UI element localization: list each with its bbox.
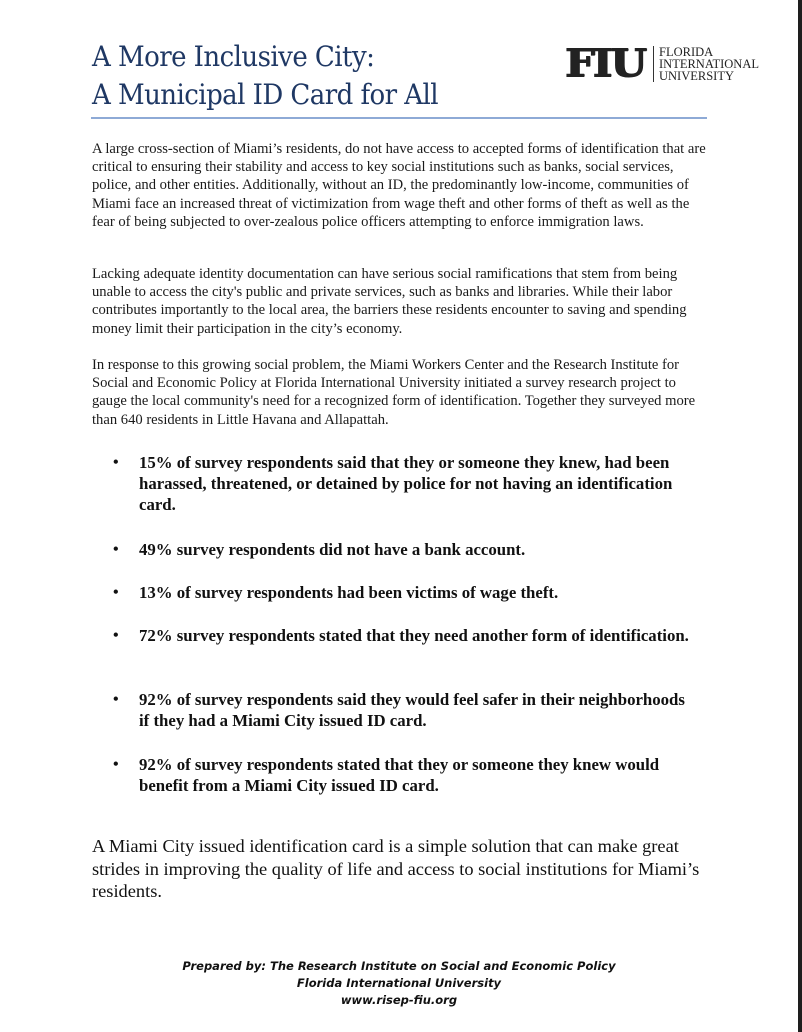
footer-website-link[interactable]: www.risep-fiu.org	[340, 993, 458, 1007]
title-divider	[91, 117, 707, 119]
logo-line-3: UNIVERSITY	[659, 69, 734, 83]
logo-line-1: FLORIDA	[659, 45, 714, 59]
finding-item	[113, 689, 693, 731]
finding-item	[113, 539, 525, 560]
window-edge	[798, 0, 802, 1032]
logo-wordmark	[659, 46, 759, 82]
bullet-icon: •	[113, 541, 119, 558]
title-line-2: A Municipal ID Card for All	[92, 78, 439, 111]
fiu-logo	[565, 41, 759, 86]
finding-text: 92% of survey respondents stated that they or someone they knew would benefit from a Miami City issued ID card.	[139, 755, 660, 795]
fiu-logo-mark: FIU	[565, 41, 645, 86]
footer	[0, 958, 798, 1009]
intro-paragraph: A large cross-section of Miami’s residents, do not have access to accepted forms of identification that are critical to ensuring their stability and access to key social institutions such as banks, social services, police, and other entities. Additionally, without an ID, the predominantly low-income, communities of Miami face an increased threat of victimization from wage theft and other forms of theft as well as the fear of being subjected to over-zealous police officers attempting to enforce immigration laws.	[92, 141, 706, 230]
finding-item	[113, 452, 693, 515]
survey-paragraph: In response to this growing social problem, the Miami Workers Center and the Research Institute for Social and Economic Policy at Florida International University initiated a survey research project to gauge the local community's need for a recognized form of identification. Together they surveyed more than 640 residents in Little Havana and Allapattah.	[92, 357, 696, 428]
bullet-icon: •	[113, 454, 119, 471]
finding-item	[113, 625, 689, 646]
finding-text: 13% of survey respondents had been victims of wage theft.	[139, 583, 559, 602]
footer-university: Florida International University	[296, 976, 502, 990]
logo-line-2: INTERNATIONAL	[659, 57, 759, 71]
page-title	[92, 38, 438, 114]
finding-item	[113, 754, 693, 796]
finding-item	[113, 582, 558, 603]
finding-text: 15% of survey respondents said that they or someone they knew, had been harassed, threatened, or detained by police for not having an identification card.	[139, 453, 673, 514]
finding-text: 72% survey respondents stated that they need another form of identification.	[139, 626, 689, 645]
title-line-1: A More Inclusive City:	[92, 40, 375, 73]
ramifications-paragraph: Lacking adequate identity documentation can have serious social ramifications that stem from being unable to access the city's public and private services, such as banks and libraries. While their labor contributes importantly to the local area, the barriers these residents encounter to saving and spending money limit their participation in the city’s economy.	[92, 266, 687, 337]
bullet-icon: •	[113, 756, 119, 773]
finding-text: 49% survey respondents did not have a bank account.	[139, 540, 526, 559]
footer-prepared-by: Prepared by: The Research Institute on Social and Economic Policy	[182, 959, 616, 973]
closing-paragraph: A Miami City issued identification card is a simple solution that can make great strides in improving the quality of life and access to social institutions for Miami’s residents.	[92, 836, 700, 901]
logo-divider	[653, 46, 654, 82]
bullet-icon: •	[113, 584, 119, 601]
finding-text: 92% of survey respondents said they would feel safer in their neighborhoods if they had a Miami City issued ID card.	[139, 690, 685, 730]
bullet-icon: •	[113, 627, 119, 644]
bullet-icon: •	[113, 691, 119, 708]
